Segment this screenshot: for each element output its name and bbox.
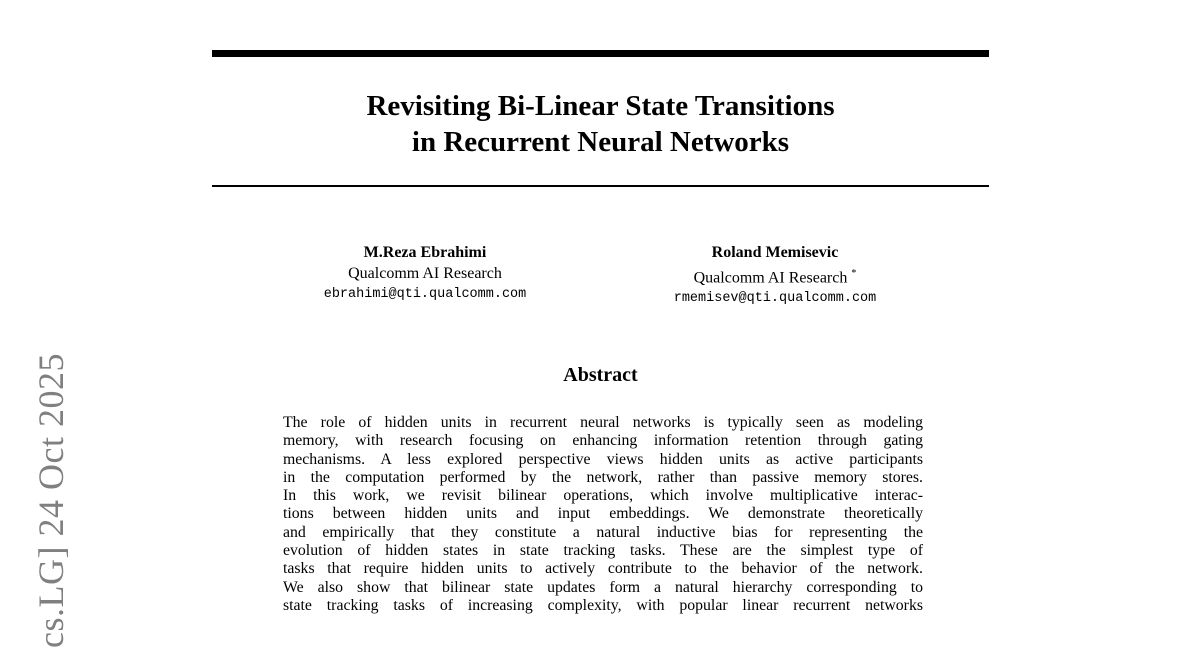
abstract-heading: Abstract: [563, 364, 638, 386]
abstract-line: In this work, we revisit bilinear operations, which involve multiplicative interac-: [283, 487, 923, 505]
paper-title: [212, 88, 989, 160]
abstract-line: in the computation performed by the network, rather than passive memory stores.: [283, 468, 923, 486]
abstract-line: and empirically that they constitute a natural inductive bias for representing the: [283, 523, 923, 541]
arxiv-stamp: cs.LG] 24 Oct 2025: [31, 353, 71, 648]
abstract-line: evolution of hidden states in state tracking tasks. These are the simplest type of: [283, 542, 923, 560]
title-line-2: in Recurrent Neural Networks: [411, 126, 790, 158]
abstract-body: [283, 414, 923, 615]
author-block-2: [615, 242, 935, 309]
abstract-line: We also show that bilinear state updates form a natural hierarchy corresponding to: [283, 578, 923, 596]
abstract-line: mechanisms. A less explored perspective views hidden units as active participants: [283, 450, 923, 468]
abstract-line: tions between hidden units and input embeddings. We demonstrate theoretically: [283, 505, 923, 523]
author-affiliation: Qualcomm AI Research *: [693, 268, 857, 287]
author-email[interactable]: ebrahimi@qti.qualcomm.com: [323, 287, 527, 302]
top-rule: [212, 50, 989, 57]
author-affiliation: Qualcomm AI Research: [348, 265, 502, 282]
abstract-line: The role of hidden units in recurrent neural networks is typically seen as modeling: [283, 414, 923, 431]
title-line-1: Revisiting Bi-Linear State Transitions: [366, 90, 835, 122]
author-name: Roland Memisevic: [711, 244, 839, 261]
author-email[interactable]: rmemisev@qti.qualcomm.com: [673, 291, 877, 307]
footnote-mark: *: [851, 268, 857, 279]
title-rule: [212, 185, 989, 187]
abstract-line: tasks that require hidden units to actively contribute to the behavior of the network.: [283, 560, 923, 578]
abstract-line: memory, with research focusing on enhancing information retention through gating: [283, 432, 923, 450]
abstract-line: state tracking tasks of increasing complexity, with popular linear recurrent networks: [283, 596, 923, 614]
author-name: M.Reza Ebrahimi: [363, 244, 487, 261]
author-block-1: [265, 242, 585, 305]
